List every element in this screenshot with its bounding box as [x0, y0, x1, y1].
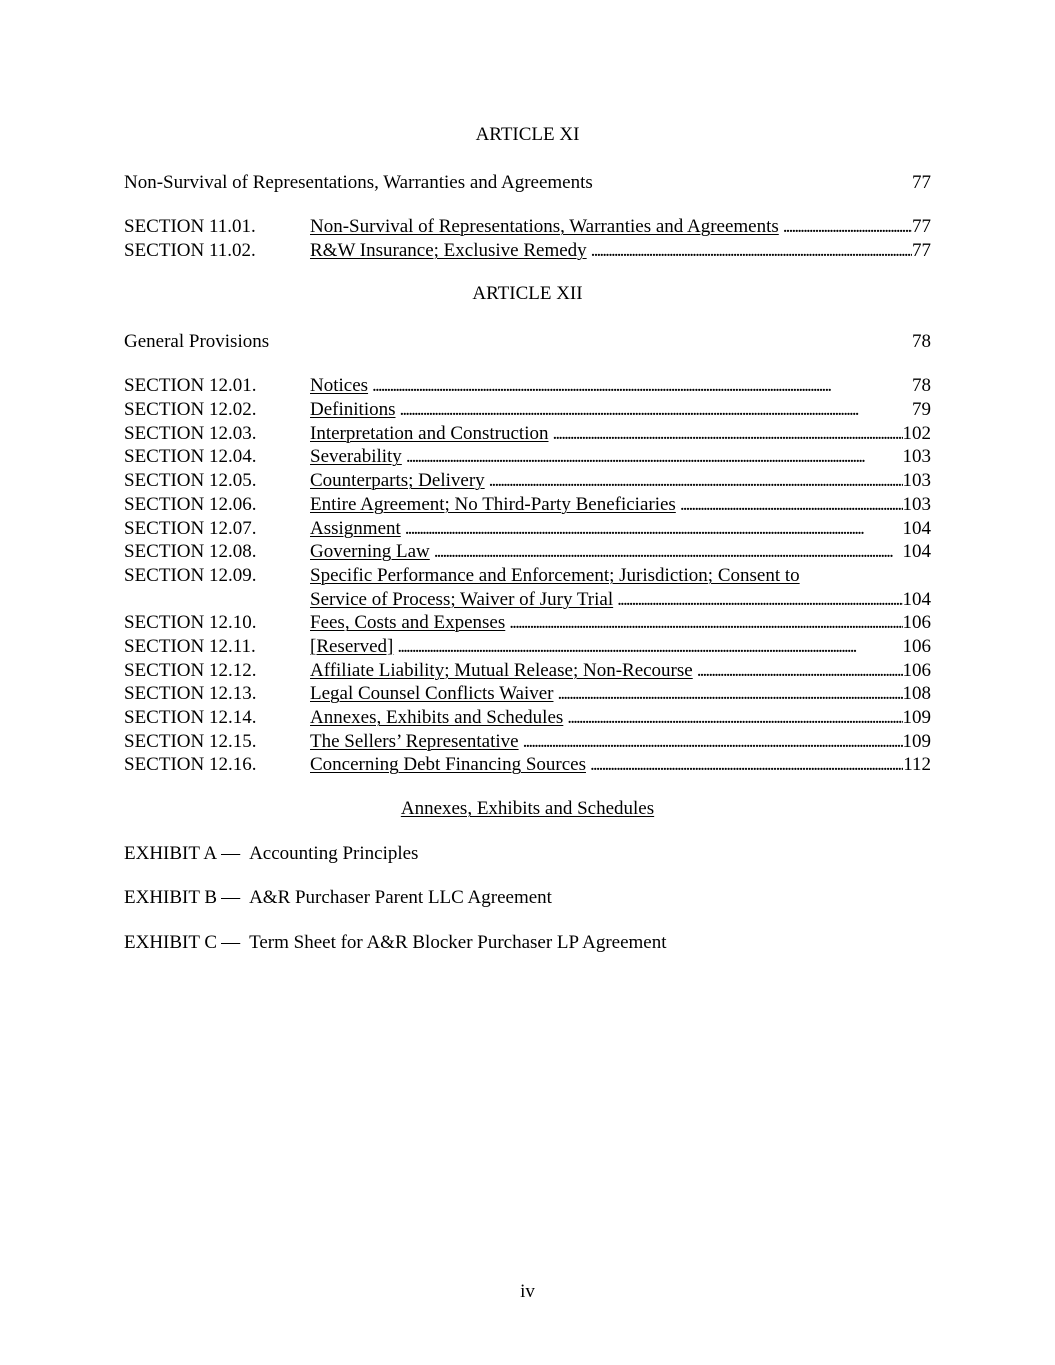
- section-entry-line: [310, 659, 931, 683]
- dot-leader: [397, 635, 902, 659]
- exhibit-entry[interactable]: [124, 886, 931, 910]
- exhibit-title: Accounting Principles: [249, 842, 419, 864]
- article-page-number: 78: [912, 331, 931, 353]
- section-page-number: 77: [912, 216, 931, 237]
- toc-section-row[interactable]: [124, 611, 931, 635]
- section-number: SECTION 12.09.: [124, 564, 257, 586]
- dot-leader: [405, 517, 903, 541]
- section-number: SECTION 12.16.: [124, 754, 257, 776]
- toc-section-row[interactable]: [124, 517, 931, 541]
- section-entry-line: [310, 239, 931, 263]
- section-page-number: 77: [912, 239, 931, 261]
- section-entry-line: [310, 753, 931, 777]
- section-page-number: 106: [902, 612, 931, 634]
- section-title-link[interactable]: Definitions: [310, 399, 396, 421]
- article-heading: ARTICLE XII: [472, 283, 583, 305]
- section-title-link[interactable]: [Reserved]: [310, 635, 394, 657]
- section-page-number: 112: [903, 754, 931, 776]
- section-title-link[interactable]: Affiliate Liability; Mutual Release; Non-Recourse: [310, 659, 693, 681]
- toc-section-row[interactable]: [124, 469, 931, 493]
- section-entry-line: [310, 374, 931, 398]
- section-number: SECTION 12.11.: [124, 635, 256, 657]
- article-page-number: 77: [912, 172, 931, 193]
- section-number: SECTION 12.12.: [124, 659, 257, 681]
- section-title-link[interactable]: Concerning Debt Financing Sources: [310, 754, 586, 776]
- section-title-link[interactable]: Service of Process; Waiver of Jury Trial: [310, 588, 614, 610]
- toc-section-row[interactable]: [124, 635, 931, 659]
- dot-leader: [553, 422, 903, 446]
- section-entry-line: [310, 422, 931, 446]
- section-page-number: 109: [902, 730, 931, 752]
- section-entry: [310, 422, 931, 446]
- section-page-number: 103: [902, 446, 931, 468]
- toc-section-row[interactable]: [124, 422, 931, 446]
- section-number: SECTION 12.10.: [124, 612, 257, 634]
- dot-leader: [567, 706, 902, 730]
- section-title-link[interactable]: Governing Law: [310, 541, 430, 563]
- section-entry: [310, 374, 931, 398]
- section-entry: [310, 730, 931, 754]
- dot-leader: [590, 753, 903, 777]
- section-number: SECTION 12.08.: [124, 541, 257, 563]
- section-entry: [310, 398, 931, 422]
- annexes-heading-text[interactable]: Annexes, Exhibits and Schedules: [400, 798, 655, 820]
- dot-leader: [680, 493, 903, 517]
- dot-leader: [372, 374, 912, 398]
- dot-leader: [557, 682, 902, 706]
- section-title-link[interactable]: Specific Performance and Enforcement; Jurisdiction; Consent to: [310, 564, 800, 586]
- annexes-heading: [124, 797, 931, 821]
- dot-leader: [406, 445, 903, 469]
- section-number: SECTION 12.13.: [124, 683, 257, 705]
- section-list: [124, 374, 931, 777]
- section-entry: [310, 239, 931, 263]
- dot-leader: [523, 730, 903, 754]
- section-entry: [310, 215, 931, 239]
- section-entry-line: [310, 730, 931, 754]
- toc-section-row[interactable]: [124, 564, 931, 611]
- section-title-link[interactable]: Entire Agreement; No Third-Party Beneficiaries: [310, 493, 676, 515]
- toc-section-row[interactable]: [124, 374, 931, 398]
- section-title-link[interactable]: The Sellers’ Representative: [310, 730, 519, 752]
- section-entry-line: [310, 564, 931, 588]
- section-number: SECTION 12.15.: [124, 730, 257, 752]
- section-page-number: 79: [912, 399, 931, 421]
- section-entry-line: [310, 611, 931, 635]
- exhibit-dash: —: [221, 887, 241, 909]
- section-number: SECTION 12.04.: [124, 446, 257, 468]
- section-page-number: 103: [902, 470, 931, 492]
- section-entry: [310, 540, 931, 564]
- article-title-row[interactable]: [124, 330, 931, 354]
- section-page-number: 104: [902, 541, 931, 563]
- dot-leader: [591, 239, 912, 263]
- section-number: SECTION 12.02.: [124, 399, 257, 421]
- section-title-link[interactable]: Interpretation and Construction: [310, 422, 549, 444]
- section-page-number: 108: [902, 683, 931, 705]
- section-entry-line: [310, 588, 931, 612]
- section-number: SECTION 12.06.: [124, 493, 257, 515]
- section-page-number: 103: [902, 493, 931, 515]
- exhibit-label: EXHIBIT C: [124, 931, 218, 953]
- section-entry: [310, 611, 931, 635]
- section-entry-line: [310, 540, 931, 564]
- section-entry-line: [310, 635, 931, 659]
- article-spacer: [124, 262, 931, 282]
- section-title-link[interactable]: Counterparts; Delivery: [310, 470, 485, 492]
- exhibit-dash: —: [221, 842, 241, 864]
- section-number: SECTION 11.01.: [124, 216, 256, 237]
- dot-leader: [489, 469, 903, 493]
- section-entry: [310, 493, 931, 517]
- toc-section-row[interactable]: [124, 215, 931, 239]
- exhibit-label: EXHIBIT B: [124, 887, 218, 909]
- section-entry: [310, 682, 931, 706]
- section-page-number: 78: [912, 375, 931, 397]
- dot-leader: [509, 611, 902, 635]
- section-page-number: 102: [902, 422, 931, 444]
- article-block: [124, 123, 931, 262]
- section-page-number: 104: [902, 517, 931, 539]
- section-entry-line: [310, 706, 931, 730]
- dot-leader: [617, 588, 902, 612]
- exhibit-entry[interactable]: [124, 842, 931, 866]
- dot-leader: [783, 215, 912, 239]
- section-page-number: 109: [902, 707, 931, 729]
- article-title: Non-Survival of Representations, Warranties and Agreements: [124, 172, 593, 193]
- section-title-link[interactable]: Fees, Costs and Expenses: [310, 612, 506, 634]
- section-list: [124, 215, 931, 262]
- exhibit-label: EXHIBIT A: [124, 842, 218, 864]
- section-entry-line: [310, 215, 931, 239]
- exhibit-dash: —: [221, 931, 241, 953]
- section-entry-line: [310, 493, 931, 517]
- section-entry-line: [310, 398, 931, 422]
- section-number: SECTION 11.02.: [124, 239, 256, 261]
- exhibit-title: Term Sheet for A&R Blocker Purchaser LP Agreement: [249, 931, 667, 953]
- article-title-row[interactable]: [124, 171, 931, 195]
- article-heading: ARTICLE XI: [475, 124, 580, 145]
- section-number: SECTION 12.03.: [124, 422, 257, 444]
- toc-section-row[interactable]: [124, 706, 931, 730]
- section-entry: [310, 445, 931, 469]
- section-page-number: 106: [902, 659, 931, 681]
- section-title-link[interactable]: Severability: [310, 446, 402, 468]
- section-entry: [310, 469, 931, 493]
- toc-section-row[interactable]: [124, 493, 931, 517]
- section-title-link[interactable]: Legal Counsel Conflicts Waiver: [310, 683, 554, 705]
- section-entry: [310, 635, 931, 659]
- section-title-link[interactable]: Annexes, Exhibits and Schedules: [310, 707, 564, 729]
- article-title: General Provisions: [124, 331, 270, 353]
- section-entry: [310, 659, 931, 683]
- section-entry: [310, 517, 931, 541]
- section-entry: [310, 753, 931, 777]
- section-title-link[interactable]: Assignment: [310, 517, 401, 539]
- section-page-number: 106: [902, 635, 931, 657]
- section-entry-line: [310, 445, 931, 469]
- toc-section-row[interactable]: [124, 659, 931, 683]
- page-number-footer: iv: [520, 1281, 535, 1302]
- section-entry-line: [310, 682, 931, 706]
- dot-leader: [697, 659, 903, 683]
- toc-section-row[interactable]: [124, 730, 931, 754]
- toc-section-row[interactable]: [124, 540, 931, 564]
- toc-section-row[interactable]: [124, 239, 931, 263]
- dot-leader: [434, 540, 903, 564]
- section-page-number: 104: [902, 588, 931, 610]
- section-title-link[interactable]: Notices: [310, 375, 369, 397]
- article-block: [124, 262, 931, 777]
- exhibit-title: A&R Purchaser Parent LLC Agreement: [249, 887, 552, 909]
- section-entry-line: [310, 469, 931, 493]
- toc-section-row[interactable]: [124, 682, 931, 706]
- section-entry: [310, 706, 931, 730]
- toc-section-row[interactable]: [124, 398, 931, 422]
- toc-section-row[interactable]: [124, 753, 931, 777]
- section-title-link[interactable]: Non-Survival of Representations, Warranties and Agreements: [310, 216, 779, 237]
- dot-leader: [400, 398, 913, 422]
- section-number: SECTION 12.07.: [124, 517, 257, 539]
- section-number: SECTION 12.14.: [124, 707, 257, 729]
- table-of-contents: [124, 123, 931, 955]
- exhibit-entry[interactable]: [124, 931, 931, 955]
- section-entry: [310, 564, 931, 611]
- section-title-link[interactable]: R&W Insurance; Exclusive Remedy: [310, 239, 587, 261]
- section-entry-line: [310, 517, 931, 541]
- section-number: SECTION 12.01.: [124, 375, 257, 397]
- section-number: SECTION 12.05.: [124, 470, 257, 492]
- toc-section-row[interactable]: [124, 445, 931, 469]
